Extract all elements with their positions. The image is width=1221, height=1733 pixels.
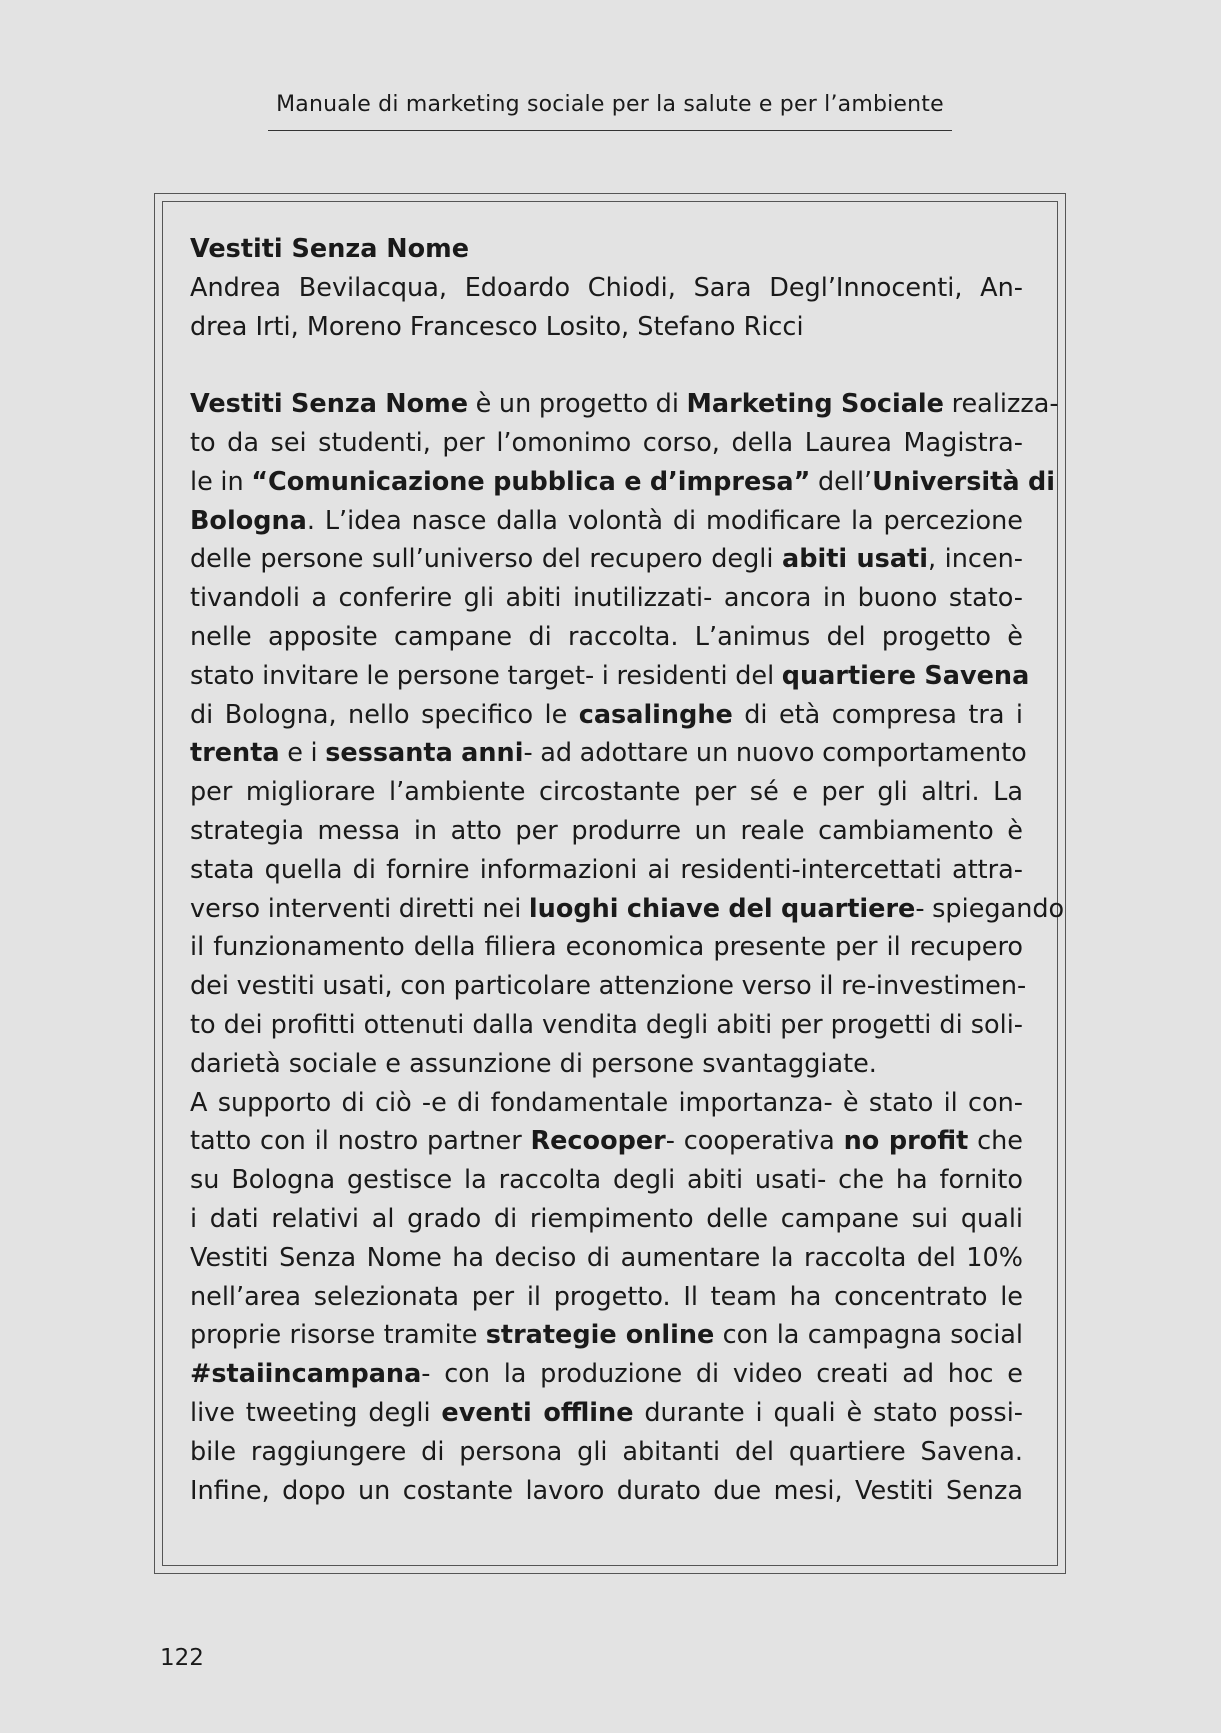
body-line [190, 1433, 1023, 1472]
body-line [190, 696, 1023, 735]
text-run: proprie risorse tramite [190, 1320, 486, 1351]
text-run: to dei profitti ottenuti dalla vendita degli abiti per progetti di soli- [190, 1009, 1023, 1040]
body-line [190, 773, 1023, 812]
bold-term: Vestiti Senza Nome [190, 389, 469, 420]
text-run: di Bologna, nello specifico le [190, 699, 579, 730]
body-line [190, 579, 1023, 618]
text-run: su Bologna gestisce la raccolta degli abiti usati- che ha fornito [190, 1165, 1023, 1196]
text-run: delle persone sull’universo del recupero degli [190, 544, 783, 575]
text-run: Infine, dopo un costante lavoro durato due mesi, Vestiti Senza [190, 1475, 1023, 1506]
body-line [190, 1355, 1023, 1394]
authors-line-1: Andrea Bevilacqua, Edoardo Chiodi, Sara Degl’Innocenti, An- [190, 272, 1023, 303]
header-rule [268, 130, 952, 131]
bold-term: casalinghe [578, 699, 733, 730]
body-line [190, 502, 1023, 541]
page-number: 122 [160, 1645, 204, 1671]
text-run: , incen- [927, 544, 1023, 575]
text-run: live tweeting degli [190, 1397, 442, 1428]
box-title: Vestiti Senza Nome [190, 234, 470, 264]
text-run: darietà sociale e assunzione di persone svantaggiate. [190, 1048, 877, 1079]
text-run: realizza- [943, 389, 1059, 420]
text-run: Vestiti Senza Nome ha deciso di aumentare la raccolta del 10% [190, 1242, 1023, 1273]
body-line [190, 851, 1023, 890]
running-header: Manuale di marketing sociale per la salute e per l’ambiente [276, 92, 944, 117]
bold-term: Recooper [530, 1126, 666, 1157]
body-line [190, 1161, 1023, 1200]
bold-term: quartiere Savena [781, 660, 1030, 691]
body-line [190, 424, 1023, 463]
bold-term: Marketing Sociale [686, 389, 944, 420]
text-run: - spiegando [915, 893, 1065, 924]
text-run: verso interventi diretti nei [190, 893, 529, 924]
bold-term: trenta [190, 738, 280, 769]
body-line [190, 1084, 1023, 1123]
text-run: stato invitare le persone target- i residenti del [190, 660, 782, 691]
body-line [190, 1200, 1023, 1239]
body-text [190, 385, 1065, 1510]
text-run: tatto con il nostro partner [190, 1126, 531, 1157]
bold-term: eventi offline [441, 1397, 634, 1428]
text-run: strategia messa in atto per produrre un reale cambiamento è [190, 815, 1023, 846]
text-run: che [968, 1126, 1023, 1157]
text-run: - cooperativa [665, 1126, 844, 1157]
bold-term: no profit [843, 1126, 969, 1157]
text-run: e i [279, 738, 326, 769]
body-line [190, 657, 1030, 696]
body-line [190, 812, 1023, 851]
body-line [190, 890, 1065, 929]
body-line [190, 734, 1027, 773]
body-line [190, 1045, 1023, 1084]
text-run: è un progetto di [468, 389, 687, 420]
text-run: - con la produzione di video creati ad hoc e [421, 1359, 1023, 1390]
body-line [190, 1394, 1023, 1433]
bold-term: Università di [872, 466, 1055, 497]
text-run: A supporto di ciò -e di fondamentale importanza- è stato il con- [190, 1087, 1023, 1118]
text-run: bile raggiungere di persona gli abitanti del quartiere Savena. [190, 1436, 1023, 1467]
text-run: tivandoli a conferire gli abiti inutilizzati- ancora in buono stato- [190, 583, 1023, 614]
body-line [190, 540, 1023, 579]
text-run: to da sei studenti, per l’omonimo corso, della Laurea Magistra- [190, 427, 1023, 458]
text-run: nelle apposite campane di raccolta. L’animus del progetto è [190, 621, 1023, 652]
body-line [190, 1278, 1023, 1317]
text-run: nell’area selezionata per il progetto. Il team ha concentrato le [190, 1281, 1023, 1312]
text-run: - ad adottare un nuovo comportamento [523, 738, 1027, 769]
body-line [190, 385, 1059, 424]
text-run: . L’idea nasce dalla volontà di modificare la percezione [306, 505, 1023, 536]
body-line [190, 463, 1055, 502]
bold-term: sessanta anni [325, 738, 524, 769]
authors-line-2: drea Irti, Moreno Francesco Losito, Stefano Ricci [190, 311, 804, 342]
text-run: di età compresa tra i [732, 699, 1023, 730]
text-run: per migliorare l’ambiente circostante per sé e per gli altri. La [190, 777, 1023, 808]
bold-term: “Comunicazione pubblica e d’impresa” [251, 466, 811, 497]
body-line [190, 618, 1023, 657]
text-run: il funzionamento della filiera economica presente per il recupero [190, 932, 1023, 963]
bold-term: strategie online [485, 1320, 715, 1351]
text-run: stata quella di fornire informazioni ai residenti-intercettati attra- [190, 854, 1023, 885]
body-line [190, 1122, 1023, 1161]
text-run: le in [190, 466, 252, 497]
body-line [190, 928, 1023, 967]
text-run: con la campagna social [714, 1320, 1023, 1351]
paragraph-gap [190, 346, 1023, 385]
bold-term: #staiincampana [190, 1359, 422, 1390]
body-line [190, 967, 1027, 1006]
text-run: durante i quali è stato possi- [633, 1397, 1023, 1428]
body-line [190, 1316, 1023, 1355]
body-line [190, 1239, 1023, 1278]
text-run: i dati relativi al grado di riempimento delle campane sui quali [190, 1203, 1023, 1234]
bold-term: luoghi chiave del quartiere [528, 893, 916, 924]
box-content [190, 230, 1065, 1510]
text-run: dei vestiti usati, con particolare attenzione verso il re-investimen- [190, 971, 1027, 1002]
body-line [190, 1472, 1023, 1511]
bold-term: Bologna [190, 505, 307, 536]
body-line [190, 1006, 1023, 1045]
text-run: dell’ [810, 466, 873, 497]
bold-term: abiti usati [782, 544, 928, 575]
